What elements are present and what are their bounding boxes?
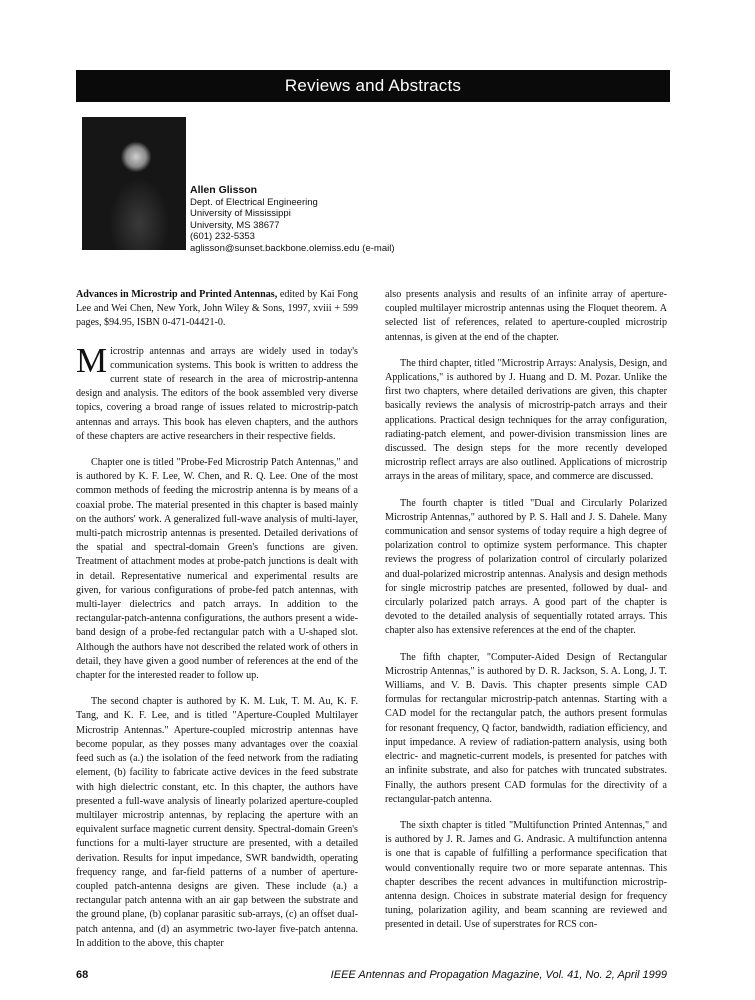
paragraph-chapter-six: The sixth chapter is titled "Multifunction Printed Antennas," and is authored by J. R. James and G. Andrasic. A multifunction antenna is one that is capable of fulfilling a performance specification that would conventionally require two or more separate antennas. This chapter describes the recent advances in multifunction microstrip-antenna design. Choices in substrate material design for frequency tuning, polarization agility, and beam scanning are reviewed and presented in detail. Use of superstrates for RCS con-: [385, 819, 667, 931]
paragraph-chapter-two-cont: also presents analysis and results of an infinite array of aperture-coupled multilayer microstrip antennas using the Floquet theorem. A selected list of references, related to aperture-coupled microstrip antennas, is given at the end of the chapter.: [385, 289, 667, 343]
book-info: edited by Kai Fong Lee and Wei Chen, New York, John Wiley & Sons, 1997, xviii + 599 pages, $94.95, ISBN 0-471-04421-0.: [76, 289, 358, 329]
reviewer-university: University of Mississippi: [190, 208, 291, 220]
book-citation: [76, 288, 358, 331]
section-banner: Reviews and Abstracts: [76, 70, 670, 102]
reviewer-photo: [82, 117, 186, 250]
drop-cap: M: [76, 340, 108, 380]
reviewer-city: University, MS 38677: [190, 219, 280, 231]
reviewer-name: Allen Glisson: [190, 184, 258, 196]
reviewer-phone: (601) 232-5353: [190, 231, 255, 243]
paragraph-chapter-two: The second chapter is authored by K. M. Luk, T. M. Au, K. F. Tang, and K. F. Lee, and is titled "Aperture-Coupled Multilayer Microstrip Antennas." Aperture-coupled microstrip antennas have become popular, as they posses many advantages over the coaxial feed such as (a.) the isolation of the feed network from the radiating element, (b) facility to fabricate active devices in the feed substrate with high dielectric constant, etc. In this chapter, the authors have presented a full-wave analysis of linearly polarized aperture-coupled multilayer microstrip antennas, by replacing the aperture with an equivalent surface magnetic current density. Spectral-domain Green's functions for a multi-layer structure are presented, with a detailed derivation. Results for input impedance, SWR bandwidth, operating frequency range, and far-field patterns of a number of aperture-coupled patch-antenna designs are given. These include (a.) a rectangular patch antenna with an air gap between the substrate and the ground plane, (b) coplanar parasitic sub-arrays, (c) an offset dual-patch antenna, and (d) an asymmetric two-layer five-patch antenna. In addition to the above, this chapter: [76, 696, 358, 949]
paragraph-chapter-four: The fourth chapter is titled "Dual and Circularly Polarized Microstrip Antennas," authored by P. S. Hall and J. S. Dahele. Many communication and sensor systems of today require a high degree of polarization control to optimize system performance. This chapter reviews the progress of polarization control of circularly polarized and dual-polarized microstrip antennas. Analysis and design methods for single microstrip patches are presented, followed by dual- and circularly polarized patch arrays. A good part of the chapter is devoted to the detailed analysis of sequentially rotated arrays. This chapter also has extensive references at the end of the chapter.: [385, 497, 667, 637]
paragraph-chapter-five: The fifth chapter, "Computer-Aided Design of Rectangular Microstrip Antennas," is authored by D. R. Jackson, S. A. Long, J. T. Williams, and V. B. Davis. This chapter presents simple CAD formulas for rectangular microstrip-patch antennas. Starting with a CAD model for the rectangular patch, the authors present formulas for resonant frequency, Q factor, bandwidth, radiation efficiency, and input impedance. A review of radiation-pattern analysis, using both electric- and magnetic-current models, is presented for patches with an infinite substrate, and also for patches with truncated substrates. Finally, the authors present CAD formulas for the directivity of a rectangular-patch antenna.: [385, 651, 667, 805]
right-column: [385, 288, 667, 933]
paragraph-chapter-three: The third chapter, titled "Microstrip Arrays: Analysis, Design, and Applications," is authored by J. Huang and D. M. Pozar. Unlike the first two chapters, where detailed derivations are given, this chapter basically reviews the analysis of microstrip-patch arrays and their applications. Practical design techniques for the array configuration, radiating-patch element, and power-division transmission lines are discussed. The design steps for the more recently developed microstrip reflect arrays are also outlined. Applications of microstrip arrays in the areas of military, space, and commerce are discussed.: [385, 357, 667, 483]
paragraph-chapter-one: Chapter one is titled "Probe-Fed Microstrip Patch Antennas," and is authored by K. F. Lee, W. Chen, and R. Q. Lee. One of the most common methods of feeding the microstrip antenna is by means of a coaxial probe. The material presented in this chapter is based mainly on the authors' work. A generalized full-wave analysis of multi-layer, multi-patch microstrip antennas is presented. Detailed derivations of the spatial and spectral-domain Green's functions are given. Treatment of attachment modes at probe-patch junctions is dealt with in detail. Representative numerical and experimental results are given, for various configurations of probe-fed patch antennas, with multi-layer dielectrics and patch arrays. In addition to the rectangular-patch-antenna configurations, the authors present a wide-band design of a probe-fed rectangular patch with a U-shaped slot. Although the authors have not described the related work of others in detail, they have given a good number of references at the end of the chapter for the interested reader to follow up.: [76, 457, 358, 682]
reviewer-dept: Dept. of Electrical Engineering: [190, 196, 318, 208]
journal-citation: IEEE Antennas and Propagation Magazine, Vol. 41, No. 2, April 1999: [330, 969, 667, 981]
left-column: [76, 288, 358, 951]
reviewer-contact: [190, 185, 395, 255]
page-number: 68: [76, 969, 89, 981]
book-title: Advances in Microstrip and Printed Antennas,: [76, 289, 278, 300]
reviewer-email: aglisson@sunset.backbone.olemiss.edu (e-mail): [190, 242, 395, 254]
paragraph-intro: Microstrip antennas and arrays are widely used in today's communication systems. This book is written to address the current state of research in the area of microstrip-antenna design and analysis. The editors of the book assembled very diverse topics, covering a broad range of issues related to microstrip-patch antennas and arrays. This book has eleven chapters, and the authors of these chapters are active researchers in their respective fields.: [76, 340, 358, 442]
